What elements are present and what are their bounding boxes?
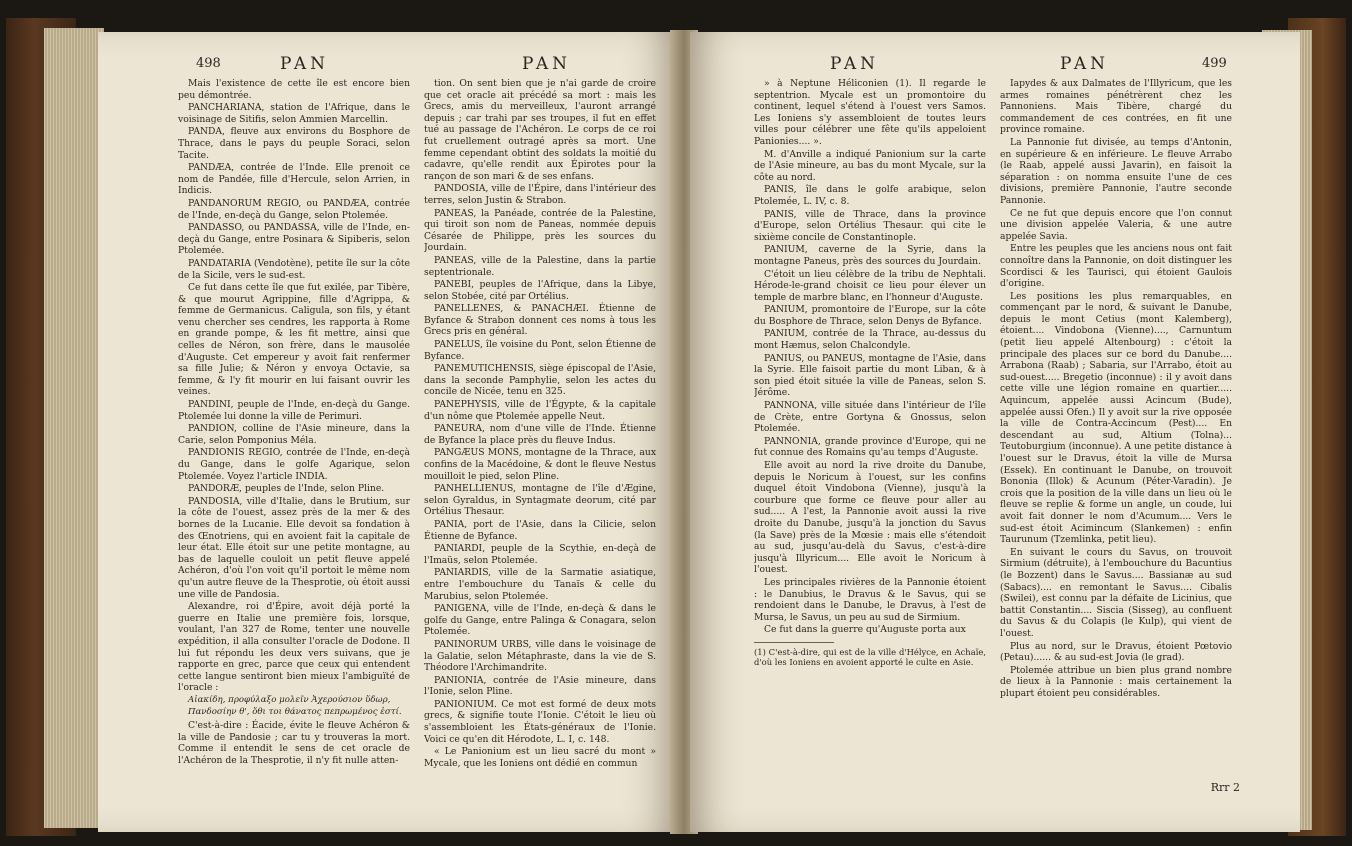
dictionary-entry: Les positions les plus remarquables, en commençant par le nord, & suivant le Danube, depuis le mont Cetius (mont Kalemberg), étoient.... Vindobona (Vienne)...., Carnuntum (petit lieu appelé Altenbourg) : c'étoit la principale des places sur ce bord du Danube.... Arrabona (Raab) ; Sabaria, sur l'Arrabo, étoit au sud-ouest..... Bregetio (inconnue) : il y avoit dans cette ville une légion romaine en quartier..... Aquincum, appelée aussi Acincum (Bude), appelée aussi Ofen.) Il y avoit sur la rive opposée la ville de Contra-Accincum (Pest).... En descendant au sud, Altium (Tolna)... Teutoburgium (inconnue). A une petite distance à l'ouest sur le Dravus, étoit la ville de Mursa (Essek). En continuant le Danube, on trouvoit Bononia (Illok) & Acunum (Péter-Varadin). Je crois que la position de la ville dans un lieu où le fleuve se replie & forme un angle, un coude, lui avoit fait donner le nom d'Acumum.... Vers le sud-est étoit Acimincum (Slankemen) : enfin Taurunum (Tzemlinka, petit lieu). xyxy=(1000,290,1232,546)
dictionary-entry: » à Neptune Héliconien (1). Il regarde le septentrion. Mycale est un promontoire du continent, lequel s'étend à l'ouest vers Samos. Les Ioniens s'y assembloient de toutes leurs villes pour célébrer une fête qu'ils appeloient Panionies.... ». xyxy=(754,78,986,147)
running-head-left-page-col2: PAN xyxy=(522,54,572,74)
dictionary-entry: Ce fut dans cette île que fut exilée, par Tibère, & que mourut Agrippine, fille d'Agrippa, & femme de Germanicus. Caligula, son fils, y étant venu chercher ses cendres, les rapporta à Rome en grande pompe, & les fit mettre, ainsi que celles de Néron, son frère, dans le mausolée d'Auguste. Cet empereur y avoit fait renfermer sa fille Julie; & Néron y envoya Octavie, sa femme, & l'y fit mourir en lui faisant ouvrir les veines. xyxy=(178,282,410,398)
running-head-left-page-col1: PAN xyxy=(280,54,330,74)
running-head-right-page-col1: PAN xyxy=(830,54,880,74)
page-number-left: 498 xyxy=(196,56,221,71)
dictionary-entry: PANCHARIANA, station de l'Afrique, dans le voisinage de Sitifis, selon Ammien Marcellin. xyxy=(178,102,410,125)
dictionary-entry: PANEAS, la Panéade, contrée de la Palestine, qui tiroit son nom de Paneas, nommée depuis Césarée de Philippe, près les sources du Jourdain. xyxy=(424,207,656,254)
footnote: (1) C'est-à-dire, qui est de la ville d'Hélyce, en Achaïe, d'où les Ioniens en avoient apporté le culte en Asie. xyxy=(754,646,986,668)
dictionary-entry: Elle avoit au nord la rive droite du Danube, depuis le Noricum à l'ouest, sur les confins duquel étoit Vindobona (Vienne), jusqu'à la courbure que forme ce fleuve pour aller au sud..... A l'est, la Pannonie avoit aussi la rive droite du Danube, jusqu'à la jonction du Savus (la Save) près de la Mœsie : mais elle s'étendoit au sud, jusqu'au-delà du Savus, c'est-à-dire jusqu'à Illyricum.... Elle avoit le Noricum à l'ouest. xyxy=(754,460,986,576)
right-page-column-2 xyxy=(1000,78,1232,700)
greek-verse: Πανδοσίην θ', ὅθι τοι θάνατος πεπρωμένος ἐστί. xyxy=(188,707,402,718)
dictionary-entry: Ce ne fut que depuis encore que l'on connut une division appelée Valeria, & une autre appelée Savia. xyxy=(1000,207,1232,242)
greek-verse: Αἰακίδη, προφύλαξο μολεῖν Ἀχερούσιον ὕδωρ, xyxy=(188,694,391,705)
dictionary-entry: PANIONIA, contrée de l'Asie mineure, dans l'Ionie, selon Pline. xyxy=(424,674,656,698)
dictionary-entry: « Le Panionium est un lieu sacré du mont » Mycale, que les Ioniens ont dédié en commun xyxy=(424,746,656,769)
dictionary-entry: PANIS, ville de Thrace, dans la province d'Europe, selon Ortélius Thesaur. qui cite le sixième concile de Constantinople. xyxy=(754,208,986,243)
dictionary-entry: M. d'Anville a indiqué Panionium sur la carte de l'Asie mineure, au bas du mont Mycale, sur la côte au nord. xyxy=(754,148,986,183)
dictionary-entry: PANIONIUM. Ce mot est formé de deux mots grecs, & signifie toute l'Ionie. C'étoit le lieu où s'assembloient les États-généraux de l'Ionie. Voici ce qu'en dit Hérodote, L. I, c. 148. xyxy=(424,698,656,745)
dictionary-entry: Les principales rivières de la Pannonie étoient : le Danubius, le Dravus & le Savus, qui se rendoient dans le Danube, le Dravus, à l'est de Mursa, le Savus, un peu au sud de Sirmium. xyxy=(754,576,986,623)
dictionary-entry: En suivant le cours du Savus, on trouvoit Sirmium (détruite), à l'embouchure du Bacuntius (le Bozzent) dans le Savus.... Bassianæ au sud (Sabacs).... en remontant le Savus.... Cibalis (Swilei), est connu par la défaite de Licinius, que battit Constantin.... Siscia (Sisseg), au confluent du Savus & du Colapis (le Kulp), qui vient de l'ouest. xyxy=(1000,546,1232,639)
footnote-rule xyxy=(754,642,834,643)
dictionary-entry: PANIUM, contrée de la Thrace, au-dessus du mont Hæmus, selon Chalcondyle. xyxy=(754,328,986,352)
dictionary-entry: tion. On sent bien que je n'ai garde de croire que cet oracle ait précédé sa mort : mais les Grecs, amis du merveilleux, l'auront arrangé depuis ; car trahi par ses troupes, il fut en effet tué au passage de l'Achéron. Le corps de ce roi fut cruellement outragé après sa mort. Une femme cependant obtint des soldats la moitié du cadavre, qu'elle rendit aux Épirotes pour la rançon de son mari & de ses enfans. xyxy=(424,78,656,182)
dictionary-entry: PANEURA, nom d'une ville de l'Inde. Étienne de Byfance la place près du fleuve Indus. xyxy=(424,423,656,446)
left-page-column-2 xyxy=(424,78,656,770)
dictionary-entry: Plus au nord, sur le Dravus, étoient Pœtovio (Petau)...... & au sud-est Jovia (le grad). xyxy=(1000,640,1232,664)
dictionary-entry: PANHELLIENUS, montagne de l'île d'Ægine, selon Gyraldus, in Syntagmate deorum, cité par Ortélius Thesaur. xyxy=(424,483,656,518)
dictionary-entry: Ptolemée attribue un bien plus grand nombre de lieux à la Pannonie : mais certainement la plupart étoient peu considérables. xyxy=(1000,664,1232,699)
dictionary-entry: C'est-à-dire : Éacide, évite le fleuve Achéron & la ville de Pandosie ; car tu y trouveras la mort. Comme il entendit le sens de cet oracle de l'Achéron de la Thesprotie, il n'y fit nulle atten- xyxy=(178,720,410,766)
dictionary-entry: PANDÆA, contrée de l'Inde. Elle prenoit ce nom de Pandée, fille d'Hercule, selon Arrien, in Indicis. xyxy=(178,162,410,197)
dictionary-entry: PANDOSIA, ville d'Italie, dans le Brutium, sur la côte de l'ouest, assez près de la mer & des bornes de la Lucanie. Elle devoit sa fondation à des Œnotriens, qui en avoient fait la capitale de leur état. Elle étoit sur une petite montagne, au bas de laquelle couloit un petit fleuve appelé Achéron, d'où l'on voit qu'il portoit le même nom qu'un autre fleuve de la Thesprotie, où étoit aussi une ville de Pandosia. xyxy=(178,495,410,600)
dictionary-entry: PANIGENA, ville de l'Inde, en-deçà & dans le golfe du Gange, entre Palinga & Conagara, selon Ptolemée. xyxy=(424,603,656,638)
page-number-right: 499 xyxy=(1202,56,1227,71)
page-edges-left xyxy=(44,28,104,828)
dictionary-entry: PANDORÆ, peuples de l'Inde, selon Pline. xyxy=(188,483,385,495)
dictionary-entry: PANINORUM URBS, ville dans le voisinage de la Galatie, selon Métaphraste, dans la vie de S. Théodore l'Archimandrite. xyxy=(424,638,656,674)
dictionary-entry: PANIA, port de l'Asie, dans la Cilicie, selon Étienne de Byfance. xyxy=(424,518,656,542)
right-page xyxy=(690,32,1300,832)
dictionary-entry: PANEMUTICHENSIS, siège épiscopal de l'Asie, dans la seconde Pamphylie, selon les actes du concile de Nicée, tenu en 325. xyxy=(424,363,656,398)
dictionary-entry: PANDASSO, ou PANDASSA, ville de l'Inde, en-deçà du Gange, entre Posinara & Sipiberis, selon Ptolemée. xyxy=(178,222,410,257)
dictionary-entry: Iapydes & aux Dalmates de l'Illyricum, que les armes romaines pénétrèrent chez les Pannoniens. Mais Tibère, chargé du commandement de ces contrées, en fit une province romaine. xyxy=(1000,78,1232,136)
dictionary-entry: PANIARDIS, ville de la Sarmatie asiatique, entre l'embouchure du Tanaïs & celle du Marubius, selon Ptolemée. xyxy=(424,567,656,602)
left-page xyxy=(98,32,676,832)
dictionary-entry: C'étoit un lieu célèbre de la tribu de Nephtali. Hérode-le-grand choisit ce lieu pour élever un temple de marbre blanc, en l'honneur d'Auguste. xyxy=(754,268,986,303)
dictionary-entry: PANDIONIS REGIO, contrée de l'Inde, en-deçà du Gange, dans le golfe Agarique, selon Ptolemée. Voyez l'article INDIA. xyxy=(178,447,410,482)
dictionary-entry: PANEAS, ville de la Palestine, dans la partie septentrionale. xyxy=(424,254,656,278)
dictionary-entry: PANEPHYSIS, ville de l'Égypte, & la capitale d'un nôme que Ptolemée appelle Neut. xyxy=(424,399,656,422)
dictionary-entry: PANDINI, peuple de l'Inde, en-deçà du Gange. Ptolemée lui donne la ville de Perimuri. xyxy=(178,399,410,422)
dictionary-entry: PANIUS, ou PANEUS, montagne de l'Asie, dans la Syrie. Elle faisoit partie du mont Liban, & à son pied étoit située la ville de Paneas, selon S. Jérôme. xyxy=(754,352,986,399)
dictionary-entry: PANDOSIA, ville de l'Épire, dans l'intérieur des terres, selon Justin & Strabon. xyxy=(424,183,656,206)
dictionary-entry: PANDA, fleuve aux environs du Bosphore de Thrace, dans le pays du peuple Soraci, selon Tacite. xyxy=(178,126,410,161)
dictionary-entry: Alexandre, roi d'Épire, avoit déjà porté la guerre en Italie une première fois, lorsque, voulant, l'an 327 de Rome, tenter une nouvelle expédition, il alla consulter l'oracle de Dodone. Il lui fut répondu les deux vers suivans, que je rapporte en grec, parce que ceux qui entendent cette langue sentiront bien mieux l'ambiguïté de l'oracle : xyxy=(178,601,410,694)
dictionary-entry: PANDATARIA (Vendotène), petite île sur la côte de la Sicile, vers le sud-est. xyxy=(178,257,410,281)
dictionary-entry: PANIARDI, peuple de la Scythie, en-deçà de l'Imaüs, selon Ptolemée. xyxy=(424,543,656,566)
dictionary-entry: PANELLENES, & PANACHÆI. Étienne de Byfance & Strabon donnent ces noms à tous les Grecs pris en général. xyxy=(424,303,656,338)
dictionary-entry: PANIUM, caverne de la Syrie, dans la montagne Paneus, près des sources du Jourdain. xyxy=(754,244,986,267)
running-head-right-page-col2: PAN xyxy=(1060,54,1110,74)
dictionary-entry: Mais l'existence de cette île est encore bien peu démontrée. xyxy=(178,78,410,101)
dictionary-entry: PANNONA, ville située dans l'intérieur de l'île de Crète, entre Gortyna & Gnossus, selon Ptolemée. xyxy=(754,400,986,435)
dictionary-entry: La Pannonie fut divisée, au temps d'Antonin, en supérieure & en inférieure. Le fleuve Arrabo (le Raab, appelé aussi Javarin), en faisoit la séparation : on nomma ensuite l'une de ces divisions, première Pannonie, l'autre seconde Pannonie. xyxy=(1000,136,1232,206)
dictionary-entry: PANEBI, peuples de l'Afrique, dans la Libye, selon Stobée, cité par Ortélius. xyxy=(424,279,656,302)
dictionary-entry: Ce fut dans la guerre qu'Auguste porta aux xyxy=(764,624,966,636)
dictionary-entry: PANGÆUS MONS, montagne de la Thrace, aux confins de la Macédoine, & dont le fleuve Nestus mouilloit le pied, selon Pline. xyxy=(424,447,656,482)
dictionary-entry: Entre les peuples que les anciens nous ont fait connoître dans la Pannonie, on doit distinguer les Scordisci & les Taurisci, qui étoient Gaulois d'origine. xyxy=(1000,243,1232,290)
right-page-column-1 xyxy=(754,78,986,669)
left-page-column-1 xyxy=(178,78,410,767)
signature-mark: Rrr 2 xyxy=(1210,781,1240,794)
dictionary-entry: PANIS, île dans le golfe arabique, selon Ptolemée, L. IV, c. 8. xyxy=(754,184,986,207)
dictionary-entry: PANELUS, île voisine du Pont, selon Étienne de Byfance. xyxy=(424,339,656,362)
dictionary-entry: PANNONIA, grande province d'Europe, qui ne fut connue des Romains qu'au temps d'Auguste. xyxy=(754,435,986,459)
dictionary-entry: PANIUM, promontoire de l'Europe, sur la côte du Bosphore de Thrace, selon Denys de Byfance. xyxy=(754,304,986,327)
dictionary-entry: PANDION, colline de l'Asie mineure, dans la Carie, selon Pomponius Méla. xyxy=(178,423,410,446)
dictionary-entry: PANDANORUM REGIO, ou PANDÆA, contrée de l'Inde, en-deçà du Gange, selon Ptolemée. xyxy=(178,197,410,221)
